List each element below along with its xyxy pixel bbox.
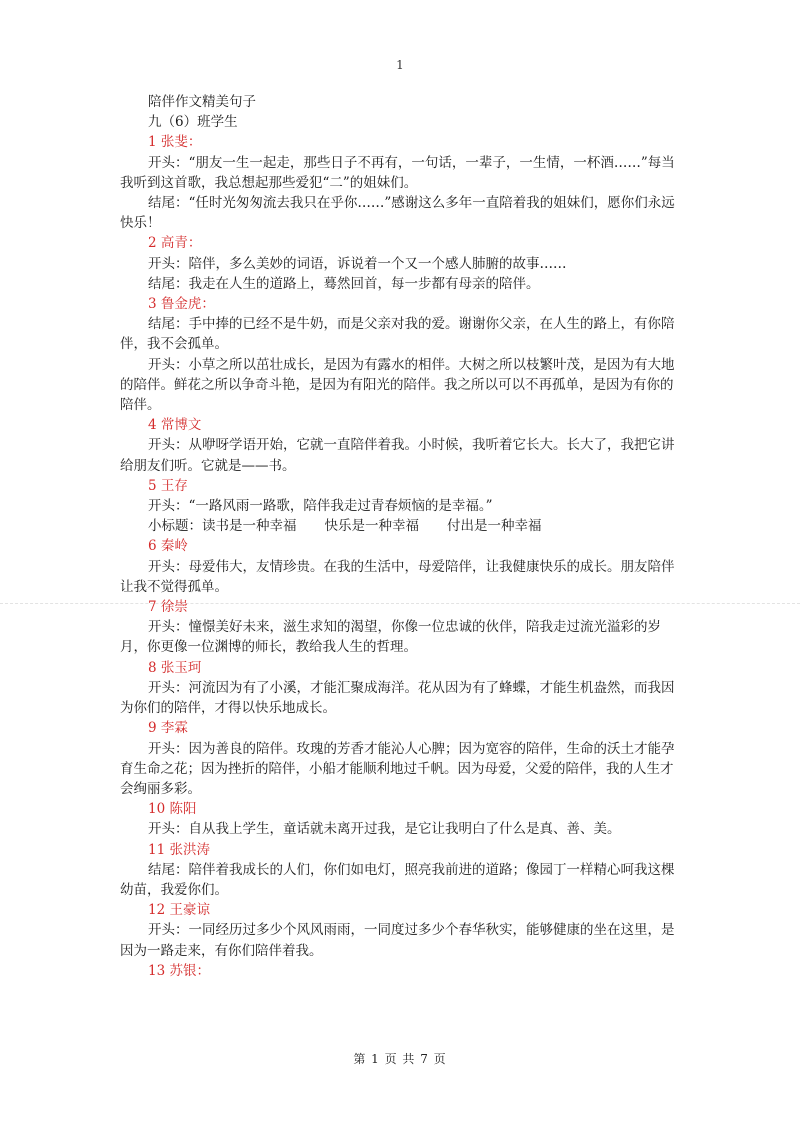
entry-name: 4 常博文 xyxy=(148,417,202,434)
entry-name: 8 张玉珂 xyxy=(148,659,202,676)
entry-line: 开头：自从我上学生，童话就未离开过我，是它让我明白了什么是真、善、美。 xyxy=(148,821,621,838)
entry-line: 开头：憧憬美好未来，滋生求知的渴望，你像一位忠诚的伙伴，陪我走过流光溢彩的岁月，你更像一位渊博的师长，教给我人生的哲理。 xyxy=(120,619,661,656)
class-label: 九（6）班学生 xyxy=(148,114,238,131)
entry-line: 结尾：“任时光匆匆流去我只在乎你……”感谢这么多年一直陪着我的姐妹们，愿你们永远快乐！ xyxy=(120,195,675,232)
entry-name: 10 陈阳 xyxy=(148,801,197,818)
subtitle-b: 快乐是一种幸福 xyxy=(324,518,419,535)
entry-line: 开头：“朋友一生一起走，那些日子不再有，一句话，一辈子，一生情，一杯酒……”每当我听到这首歌，我总想起那些爱犯“二”的姐妹们。 xyxy=(120,154,675,191)
entry-name: 6 秦岭 xyxy=(148,538,188,555)
entry-line: 开头：陪伴，多么美妙的词语，诉说着一个又一个感人肺腑的故事…… xyxy=(148,255,567,272)
page-footer: 第 1 页 共 7 页 xyxy=(353,1052,447,1066)
entry-line: 开头：一同经历过多少个风风雨雨，一同度过多少个春华秋实，能够健康的坐在这里，是因为一路走来，有你们陪伴着我。 xyxy=(120,922,675,959)
entry-name: 2 高青： xyxy=(148,235,202,252)
document-body xyxy=(120,92,676,981)
entry-line: 结尾：陪伴着我成长的人们，你们如电灯，照亮我前进的道路；像园丁一样精心呵我这棵幼苗，我爱你们。 xyxy=(120,861,675,898)
entry-name: 3 鲁金虎： xyxy=(148,296,215,313)
entry-name: 13 苏银： xyxy=(148,962,210,979)
entry-line: 开头：小草之所以茁壮成长，是因为有露水的相伴。大树之所以枝繁叶茂，是因为有大地的陪伴。鲜花之所以争奇斗艳，是因为有阳光的陪伴。我之所以可以不再孤单，是因为有你的陪伴。 xyxy=(120,356,675,414)
entry-line: 开头：“一路风雨一路歌，陪伴我走过青春烦恼的是幸福。” xyxy=(148,498,493,515)
entry-name: 1 张斐： xyxy=(148,134,202,151)
entry-line: 开头：从咿呀学语开始，它就一直陪伴着我。小时候，我听着它长大。长大了，我把它讲给朋友们听。它就是——书。 xyxy=(120,437,675,474)
subtitle-line xyxy=(120,516,676,536)
subtitle-a: 小标题：读书是一种幸福 xyxy=(148,518,297,535)
entry-line: 结尾：我走在人生的道路上，蓦然回首，每一步都有母亲的陪伴。 xyxy=(148,275,540,292)
entry-name: 12 王豪谅 xyxy=(148,902,210,919)
entry-line: 开头：河流因为有了小溪，才能汇聚成海洋。花从因为有了蜂蝶，才能生机盎然，而我因为你们的陪伴，才得以快乐地成长。 xyxy=(120,679,675,717)
entry-line: 结尾：手中捧的已经不是牛奶，而是父亲对我的爱。谢谢你父亲，在人生的路上，有你陪伴，我不会孤单。 xyxy=(120,316,675,353)
document-title: 陪伴作文精美句子 xyxy=(148,94,256,110)
entry-name: 11 张洪涛 xyxy=(148,841,210,858)
entry-line: 开头：母爱伟大，友情珍贵。在我的生活中，母爱陪伴，让我健康快乐的成长。朋友陪伴让我不觉得孤单。 xyxy=(120,558,675,595)
entry-name: 7 徐崇 xyxy=(148,599,188,616)
top-page-number: 1 xyxy=(396,58,404,72)
entry-name: 5 王存 xyxy=(148,477,188,494)
entry-line: 开头：因为善良的陪伴。玫瑰的芳香才能沁人心脾；因为宽容的陪伴，生命的沃土才能孕育生命之花；因为挫折的陪伴，小船才能顺利地过千帆。因为母爱，父爱的陪伴，我的人生才会绚丽多彩。 xyxy=(120,740,675,797)
subtitle-c: 付出是一种幸福 xyxy=(447,518,542,535)
entry-name: 9 李霖 xyxy=(148,720,188,737)
